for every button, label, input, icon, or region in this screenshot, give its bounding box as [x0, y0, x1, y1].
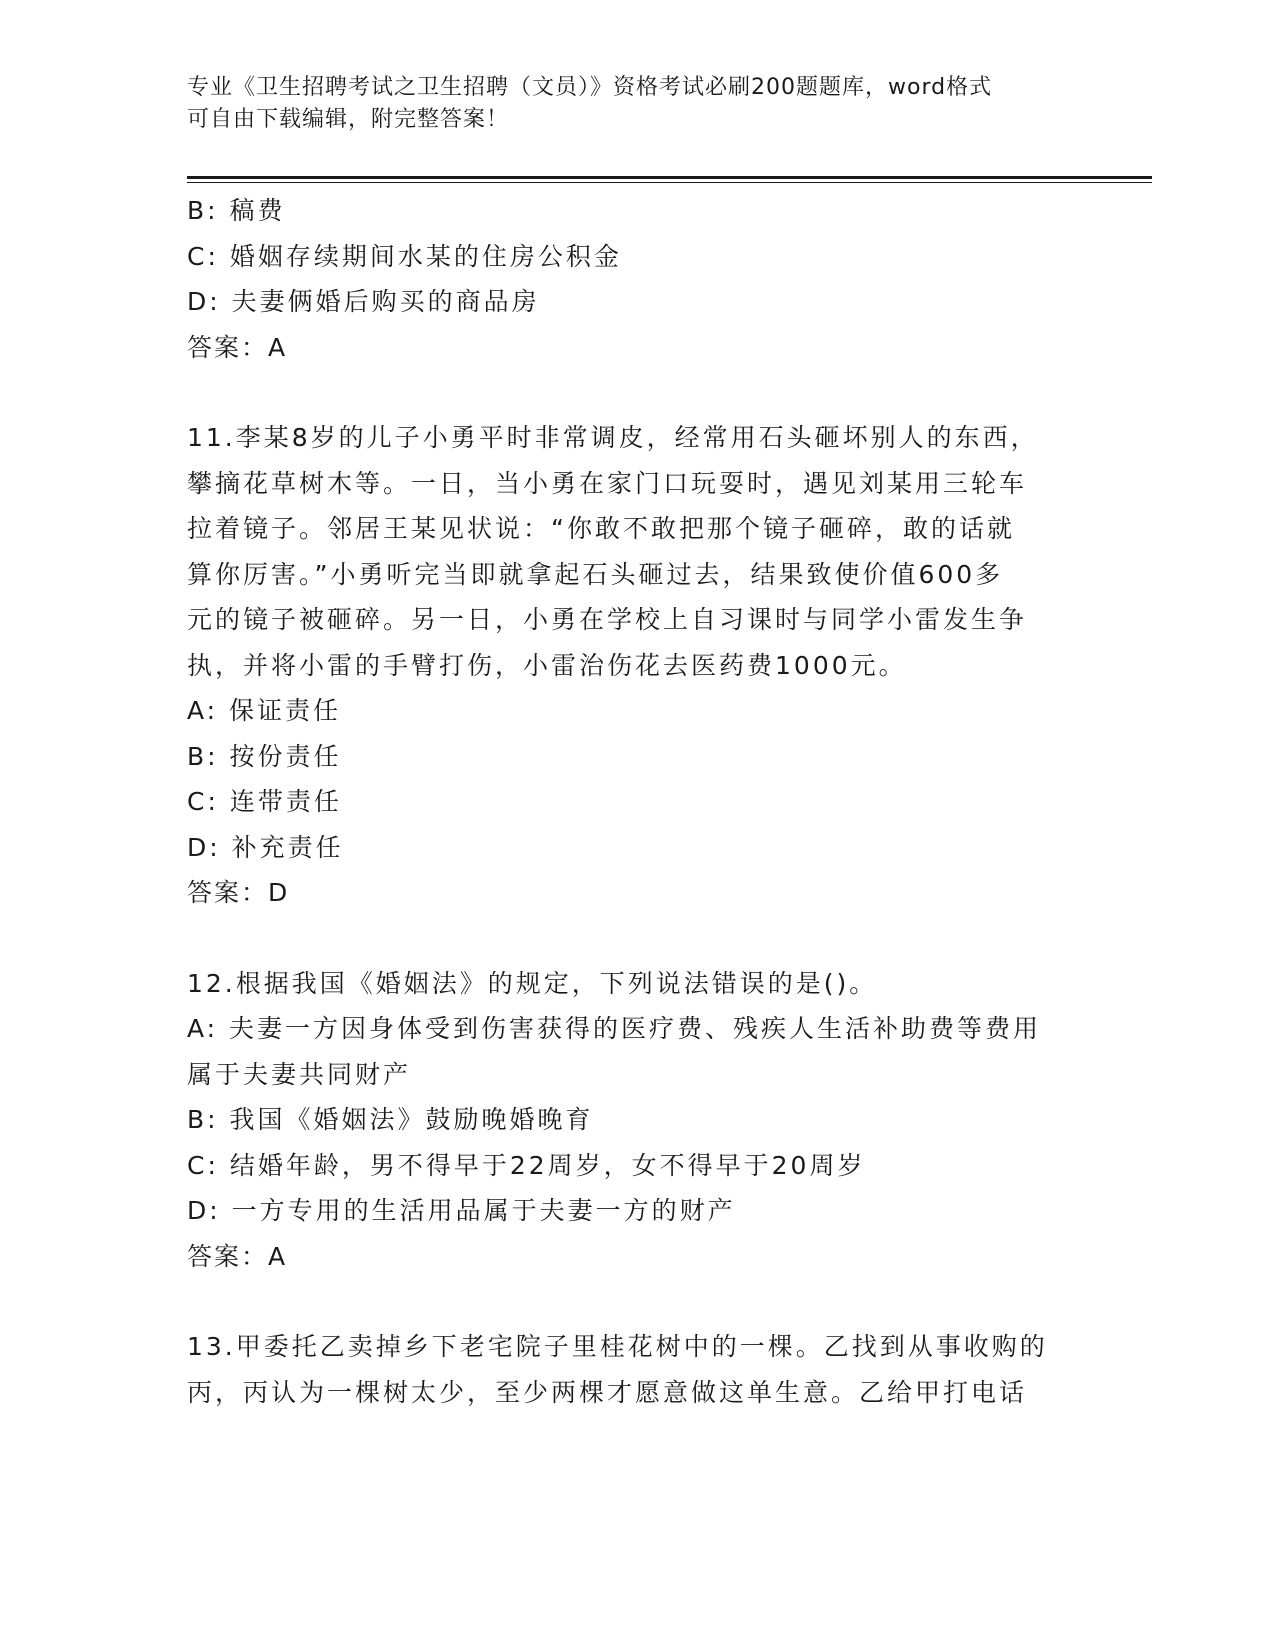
q13-stem-line: 丙，丙认为一棵树太少，至少两棵才愿意做这单生意。乙给甲打电话	[187, 1377, 1028, 1407]
q11-option-a: A: 保证责任	[187, 696, 342, 725]
spacer	[187, 916, 1087, 961]
q12-option-b: B: 我国《婚姻法》鼓励晚婚晚育	[187, 1105, 594, 1134]
q11-stem-line: 执，并将小雷的手臂打伤，小雷治伤花去医药费1000元。	[187, 650, 907, 680]
q11-stem-line: 11.李某8岁的儿子小勇平时非常调皮，经常用石头砸坏别人的东西，	[187, 423, 1039, 452]
q12-option-d: D: 一方专用的生活用品属于夫妻一方的财产	[187, 1196, 736, 1225]
q11-option-b: B: 按份责任	[187, 741, 342, 771]
q12-option-a-cont: 属于夫妻共同财产	[187, 1059, 412, 1089]
q10-option-d: D: 夫妻俩婚后购买的商品房	[187, 287, 540, 316]
document-body	[187, 188, 1087, 1415]
q11-option-d: D: 补充责任	[187, 832, 344, 862]
q12-stem: 12.根据我国《婚姻法》的规定，下列说法错误的是()。	[187, 968, 878, 998]
header-divider-thick	[187, 176, 1152, 179]
q11-stem-line: 算你厉害。”小勇听完当即就拿起石头砸过去，结果致使价值600多	[187, 559, 1004, 589]
spacer	[187, 370, 1087, 415]
q12-option-a: A: 夫妻一方因身体受到伤害获得的医疗费、残疾人生活补助费等费用	[187, 1014, 1042, 1043]
q11-option-c: C: 连带责任	[187, 787, 342, 816]
q10-option-b: B: 稿费	[187, 196, 286, 225]
q12-answer: 答案：A	[187, 1241, 288, 1271]
document-header	[187, 72, 1067, 136]
q12-option-c: C: 结婚年龄，男不得早于22周岁，女不得早于20周岁	[187, 1150, 866, 1180]
q13-stem-line: 13.甲委托乙卖掉乡下老宅院子里桂花树中的一棵。乙找到从事收购的	[187, 1332, 1048, 1361]
header-line-1: 专业《卫生招聘考试之卫生招聘（文员）》资格考试必刷200题题库，word格式	[187, 75, 993, 100]
q11-answer: 答案：D	[187, 878, 290, 907]
q10-option-c: C: 婚姻存续期间水某的住房公积金	[187, 241, 622, 271]
q11-stem-line: 元的镜子被砸碎。另一日，小勇在学校上自习课时与同学小雷发生争	[187, 605, 1028, 634]
header-line-2: 可自由下载编辑，附完整答案！	[187, 107, 510, 132]
q11-stem-line: 攀摘花草树木等。一日，当小勇在家门口玩耍时，遇见刘某用三轮车	[187, 468, 1028, 498]
q11-stem-line: 拉着镜子。邻居王某见状说：“你敢不敢把那个镜子砸碎，敢的话就	[187, 514, 1015, 543]
spacer	[187, 1279, 1087, 1324]
q10-answer: 答案：A	[187, 332, 288, 362]
header-divider-thin	[187, 182, 1152, 183]
